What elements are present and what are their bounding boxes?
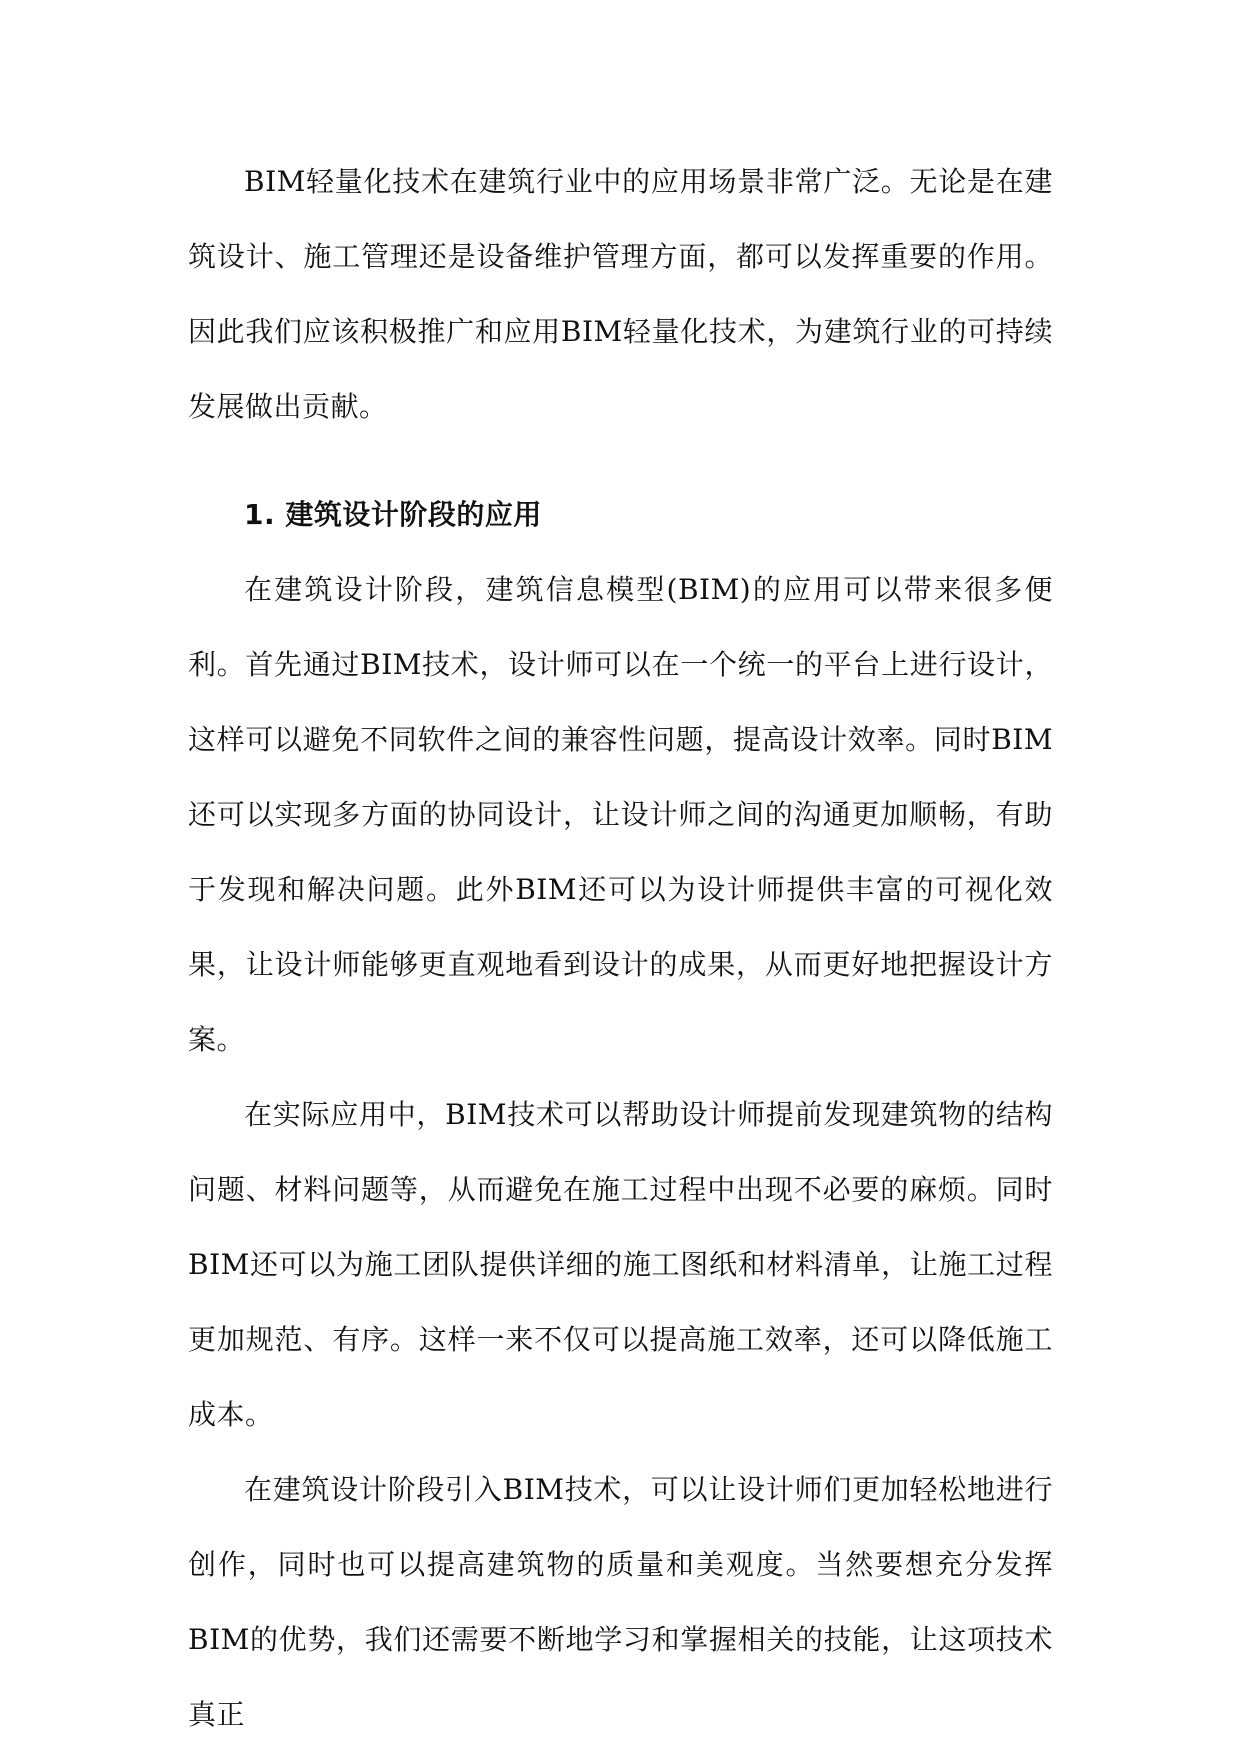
body-paragraph: 在建筑设计阶段，建筑信息模型(BIM)的应用可以带来很多便利。首先通过BIM技术，设计师可以在一个统一的平台上进行设计，这样可以避免不同软件之间的兼容性问题，提高设计效率。同时BIM还可以实现多方面的协同设计，让设计师之间的沟通更加顺畅，有助于发现和解决问题。此外BIM还可以为设计师提供丰富的可视化效果，让设计师能够更直观地看到设计的成果，从而更好地把握设计方案。 <box>188 573 1053 1056</box>
body-paragraph: 在建筑设计阶段引入BIM技术，可以让设计师们更加轻松地进行创作，同时也可以提高建筑物的质量和美观度。当然要想充分发挥BIM的优势，我们还需要不断地学习和掌握相关的技能，让这项技术真正 <box>188 1473 1053 1731</box>
section-heading: 1. 建筑设计阶段的应用 <box>244 498 542 531</box>
body-paragraph: 在实际应用中，BIM技术可以帮助设计师提前发现建筑物的结构问题、材料问题等，从而避免在施工过程中出现不必要的麻烦。同时BIM还可以为施工团队提供详细的施工图纸和材料清单，让施工过程更加规范、有序。这样一来不仅可以提高施工效率，还可以降低施工成本。 <box>188 1098 1053 1431</box>
section-spacer <box>188 444 1053 477</box>
document-body <box>188 144 1053 1752</box>
intro-paragraph: BIM轻量化技术在建筑行业中的应用场景非常广泛。无论是在建筑设计、施工管理还是设备维护管理方面，都可以发挥重要的作用。因此我们应该积极推广和应用BIM轻量化技术，为建筑行业的可持续发展做出贡献。 <box>188 165 1053 423</box>
